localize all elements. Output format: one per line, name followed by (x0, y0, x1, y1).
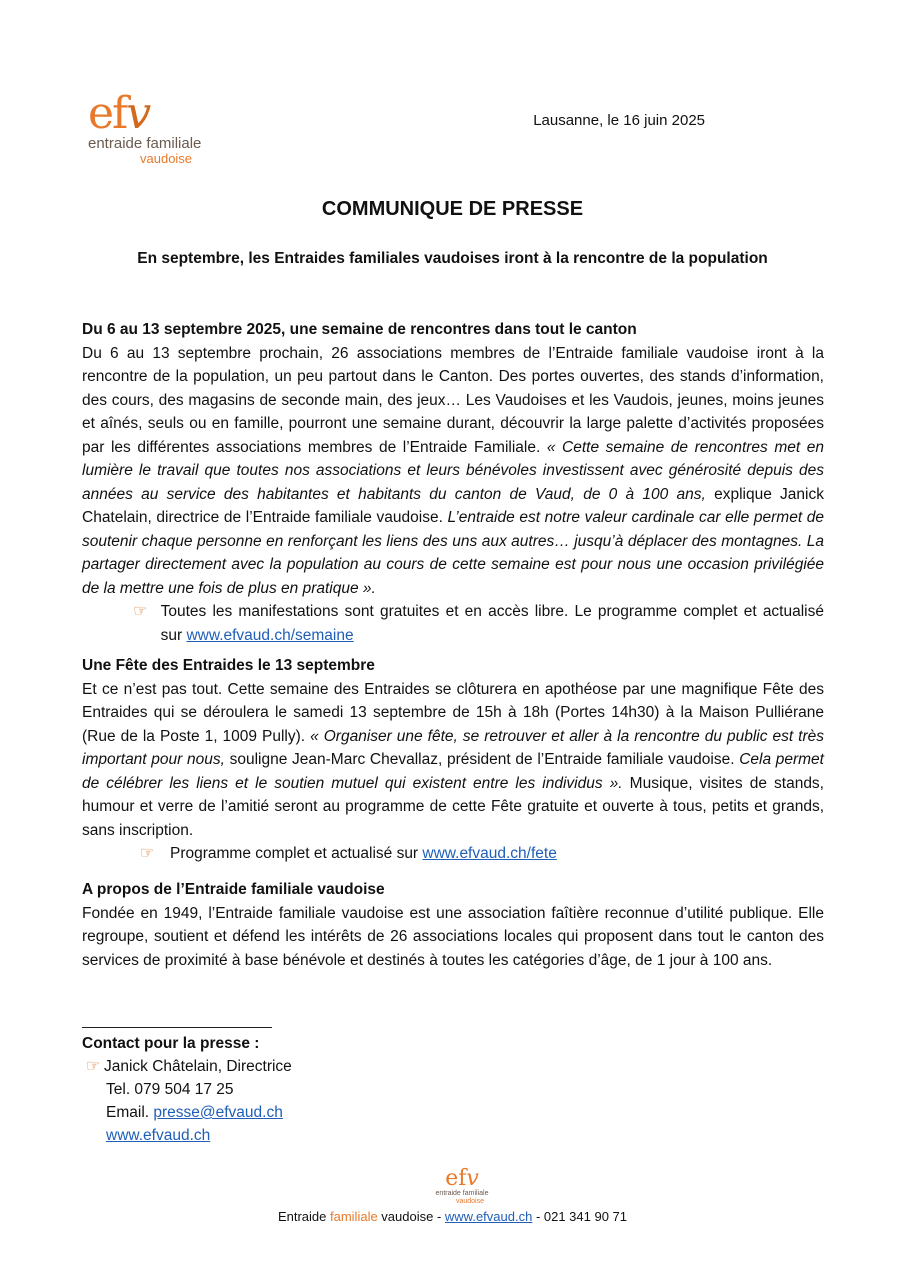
logo-mark (88, 88, 228, 139)
efv-logo (88, 88, 228, 187)
contact-web-link[interactable]: www.efvaud.ch (106, 1127, 211, 1144)
section-week-attribution: explique Janick Chatelain, directrice de l’Entraide familiale vaudoise. (82, 485, 824, 526)
contact-email-label: Email. (106, 1104, 154, 1121)
contact-name-row (82, 1055, 292, 1078)
section-week-bullet (82, 600, 824, 647)
footer-logo (432, 1168, 492, 1208)
section-about-paragraph: Fondée en 1949, l’Entraide familiale vaudoise est une association faîtière reconnue d’utilité publique. Elle regroupe, soutient et défend les intérêts de 26 associations locales qui proposent dans tout le canton des services de proximité à base bénévole et destinés à toutes les catégories d’âge, de 1 jour à 100 ans. (82, 904, 824, 969)
contact-tel: Tel. 079 504 17 25 (106, 1081, 234, 1098)
section-fete-details: Musique, visites de stands, humour et verre de l’amitié seront au programme de cette Fête gratuite et ouverte à tous, petits et grands, sans inscription. (82, 774, 824, 839)
footer-vaudoise: vaudoise - (377, 1209, 445, 1224)
pointing-hand-icon: ☞ (139, 845, 155, 862)
section-fete-intro: Et ce n’est pas tout. Cette semaine des Entraides se clôturera en apothéose par une magnifique Fête des Entraides qui se déroulera le samedi 13 septembre de 15h à 18h (Portes 14h30) à la Maison Pulliérane (Rue de la Poste 1, 1009 Pully). (82, 680, 824, 745)
page-subtitle: En septembre, les Entraides familiales vaudoises iront à la rencontre de la population (137, 250, 768, 267)
contact-email-link[interactable]: presse@efvaud.ch (153, 1104, 283, 1121)
section-fete-attribution: souligne Jean-Marc Chevallaz, président de l’Entraide familiale vaudoise. (224, 751, 740, 768)
section-fete-quote-part2: Cela permet de célébrer les liens et le soutien mutuel qui existent entre les individus ». (82, 751, 824, 792)
contact-email-row (82, 1101, 292, 1124)
section-week-paragraph (82, 342, 824, 601)
section-fete-quote-part1: « Organiser une fête, se retrouver et aller à la rencontre du public est très important pour nous, (82, 727, 825, 768)
footer-logo-ef: ef (445, 1166, 467, 1191)
footer-phone: - 021 341 90 71 (532, 1209, 628, 1224)
section-fete-bullet (82, 842, 824, 866)
section-fete-bullet-text (170, 842, 557, 866)
footer-logo-mark (432, 1168, 492, 1190)
logo-mark-ef: ef (88, 88, 127, 139)
section-week-quote-part2: L’entraide est notre valeur cardinale car elle permet de soutenir chaque personne en renforçant les liens des uns aux autres… jusqu’à déplacer des montagnes. La partager directement avec la population au cours de cette semaine est pour nous une occasion privilégiée de la mettre une fois de plus en pratique ». (82, 509, 824, 597)
section-week-intro: Du 6 au 13 septembre prochain, 26 associations membres de l’Entraide familiale vaudoise iront à la rencontre de la population, un peu partout dans le Canton. Des portes ouvertes, des stands d’information, des cours, des magasins de seconde main, des jeux… Les Vaudoises et les Vaudois, jeunes, moins jeunes et aînés, seuls ou en famille, pourront une semaine durant, découvrir la large palette d’activités proposées par les différentes associations membres de l’Entraide Familiale. (82, 344, 824, 456)
footer-logo-entraide: entraide (435, 1190, 463, 1197)
logo-text-entraide: entraide (88, 135, 147, 152)
section-fete-paragraph (82, 678, 824, 843)
logo-text-familiale: familiale (146, 135, 202, 152)
section-about (82, 878, 824, 972)
section-week-heading: Du 6 au 13 septembre 2025, une semaine de rencontres dans tout le canton (82, 321, 637, 338)
logo-mark-v: v (126, 88, 150, 139)
footer-logo-vaudoise: vaudoise (455, 1198, 485, 1205)
section-fete-bullet-label: Programme complet et actualisé sur (170, 845, 423, 862)
contact-name: Janick Châtelain, Directrice (104, 1058, 292, 1075)
page-footer (0, 1209, 905, 1224)
logo-text-line1 (88, 136, 228, 152)
section-week-quote-part1: « Cette semaine de rencontres met en lumière le travail que toutes nos associations et leurs bénévoles investissent avec générosité depuis des années au service des habitantes et habitants du canton de Vaud, de 0 à 100 ans, (82, 438, 824, 503)
section-week-bullet-text (161, 600, 824, 647)
pointing-hand-icon: ☞ (85, 1058, 101, 1075)
section-about-heading: A propos de l’Entraide familiale vaudoise (82, 881, 385, 898)
footer-web-link[interactable]: www.efvaud.ch (444, 1209, 533, 1224)
footer-logo-familiale: familiale (462, 1190, 489, 1197)
footer-logo-text (432, 1190, 492, 1198)
logo-text-vaudoise: vaudoise (140, 151, 193, 166)
section-fete-heading: Une Fête des Entraides le 13 septembre (82, 657, 375, 674)
contact-block (82, 1032, 292, 1147)
contact-divider (82, 1027, 272, 1028)
footer-logo-v: v (466, 1166, 479, 1191)
link-fete[interactable]: www.efvaud.ch/fete (422, 845, 557, 862)
pointing-hand-icon: ☞ (133, 603, 148, 620)
letter-date: Lausanne, le 16 juin 2025 (533, 112, 705, 129)
page-title: COMMUNIQUE DE PRESSE (321, 198, 584, 220)
footer-entraide: Entraide (277, 1209, 330, 1224)
section-week-bullet-label: Toutes les manifestations sont gratuites et en accès libre. Le programme complet et actualisé sur (160, 603, 824, 644)
contact-web-row (82, 1124, 292, 1147)
section-week (82, 318, 824, 647)
section-fete (82, 654, 824, 866)
link-semaine[interactable]: www.efvaud.ch/semaine (186, 626, 354, 644)
footer-familiale: familiale (330, 1209, 378, 1224)
contact-heading: Contact pour la presse : (82, 1035, 260, 1052)
